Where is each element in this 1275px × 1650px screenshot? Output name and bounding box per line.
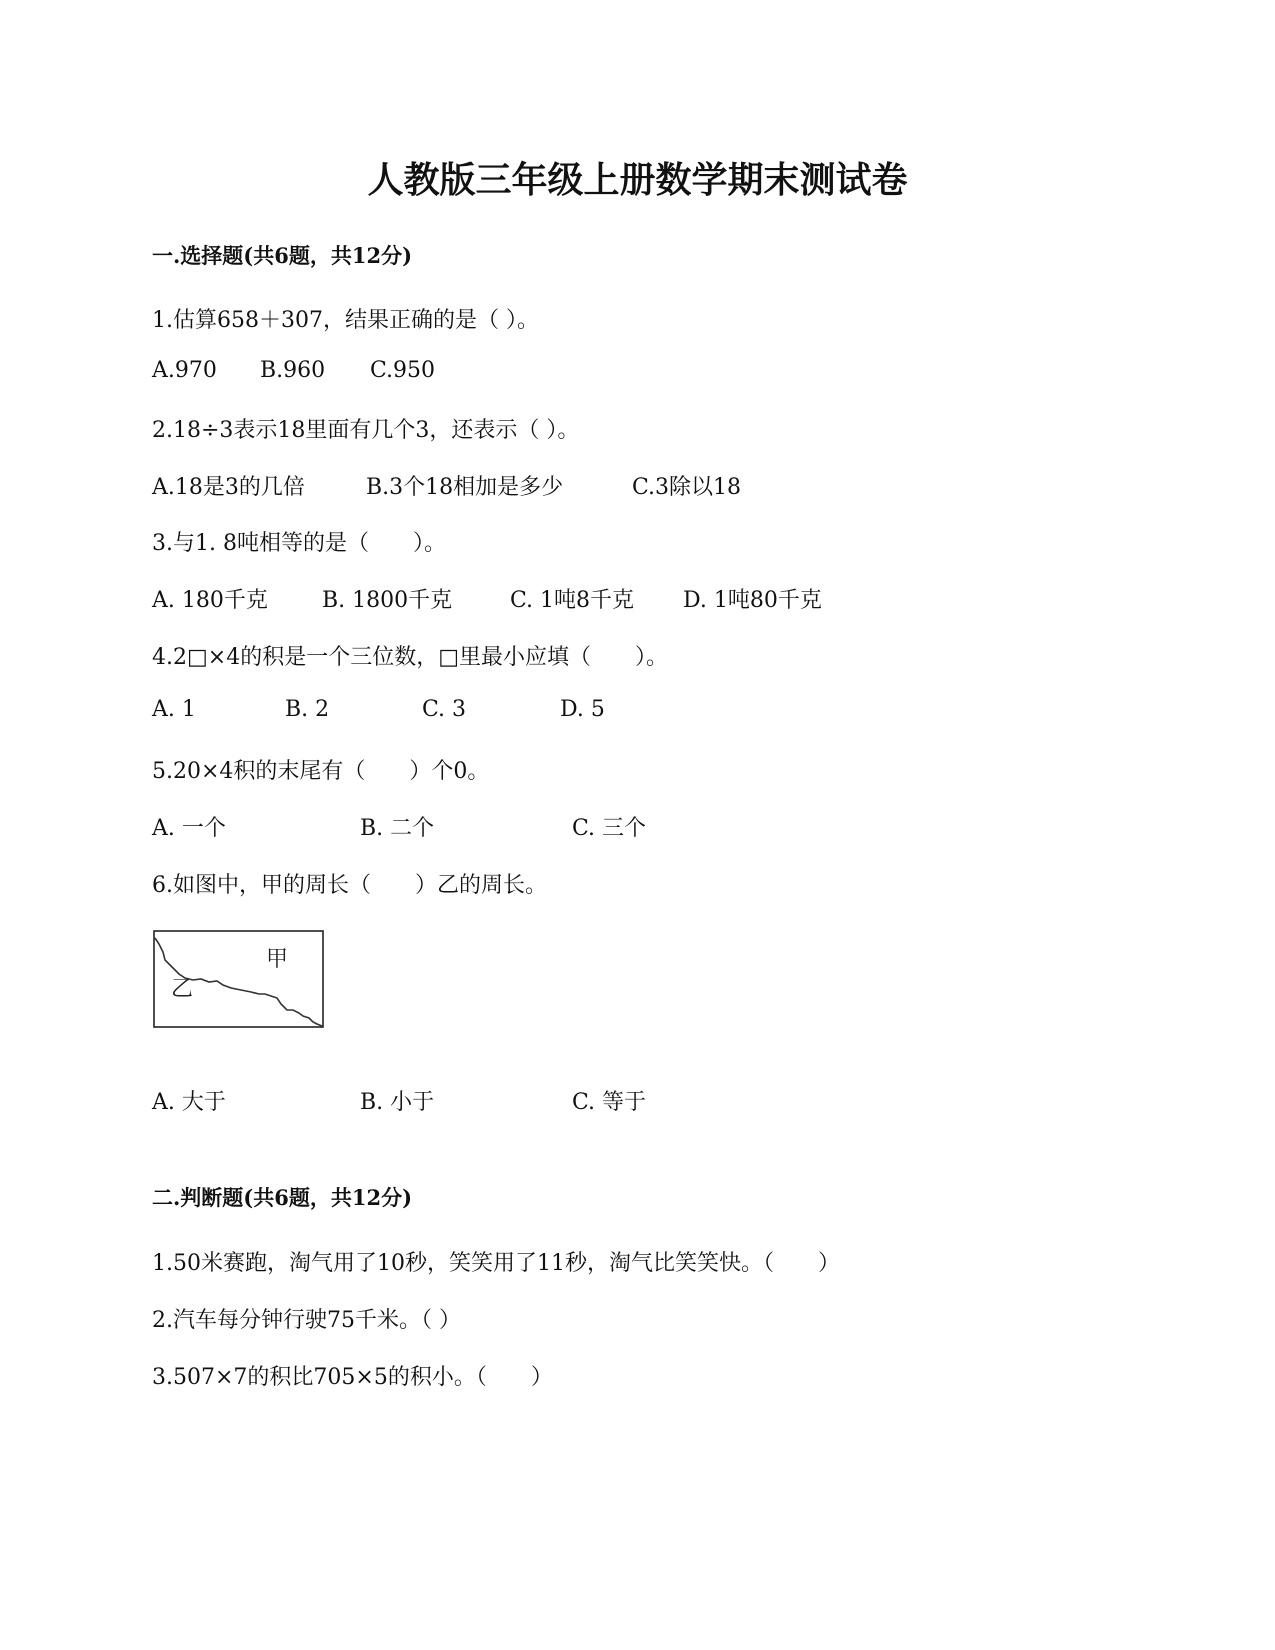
q5-option-a: A. 一个 <box>152 816 226 841</box>
perimeter-figure <box>153 930 325 1030</box>
q5-option-b: B. 二个 <box>360 816 435 841</box>
judgment-question-3: 3.507×7的积比705×5的积小。（ ） <box>152 1365 553 1390</box>
q5-option-c: C. 三个 <box>572 816 647 841</box>
question-2: 2.18÷3表示18里面有几个3，还表示（ ）。 <box>152 418 580 443</box>
question-6: 6.如图中，甲的周长（ ）乙的周长。 <box>152 873 547 898</box>
judgment-question-2: 2.汽车每分钟行驶75千米。（ ） <box>152 1308 461 1333</box>
section-heading-judgment: 二.判断题(共6题，共12分) <box>152 1185 413 1210</box>
q4-option-b: B. 2 <box>285 697 330 722</box>
q1-option-b: B.960 <box>260 358 326 383</box>
q4-option-a: A. 1 <box>152 697 196 722</box>
q3-option-c: C. 1吨8千克 <box>510 588 635 613</box>
q2-option-a: A.18是3的几倍 <box>152 475 305 500</box>
section-heading-choice: 一.选择题(共6题，共12分) <box>152 243 413 268</box>
q2-option-c: C.3除以18 <box>632 475 742 500</box>
q3-option-d: D. 1吨80千克 <box>683 588 822 613</box>
q1-option-c: C.950 <box>370 358 436 383</box>
question-1: 1.估算658＋307，结果正确的是（ ）。 <box>152 308 539 333</box>
question-4: 4.2□×4的积是一个三位数，□里最小应填（ ）。 <box>152 645 668 670</box>
question-3: 3.与1. 8吨相等的是（ ）。 <box>152 531 446 556</box>
judgment-question-1: 1.50米赛跑，淘气用了10秒，笑笑用了11秒，淘气比笑笑快。（ ） <box>152 1251 840 1276</box>
page-title: 人教版三年级上册数学期末测试卷 <box>367 160 908 201</box>
q6-option-c: C. 等于 <box>572 1090 647 1115</box>
q3-option-a: A. 180千克 <box>152 588 268 613</box>
perimeter-diagram <box>153 930 325 1030</box>
q6-option-b: B. 小于 <box>360 1090 435 1115</box>
label-jia: 甲 <box>266 947 289 972</box>
q1-option-a: A.970 <box>152 358 217 383</box>
q3-option-b: B. 1800千克 <box>322 588 453 613</box>
label-yi: 乙 <box>171 977 194 1002</box>
question-5: 5.20×4积的末尾有（ ）个0。 <box>152 759 490 784</box>
q2-option-b: B.3个18相加是多少 <box>366 475 564 500</box>
q4-option-c: C. 3 <box>422 697 467 722</box>
q6-option-a: A. 大于 <box>152 1090 226 1115</box>
q4-option-d: D. 5 <box>560 697 605 722</box>
